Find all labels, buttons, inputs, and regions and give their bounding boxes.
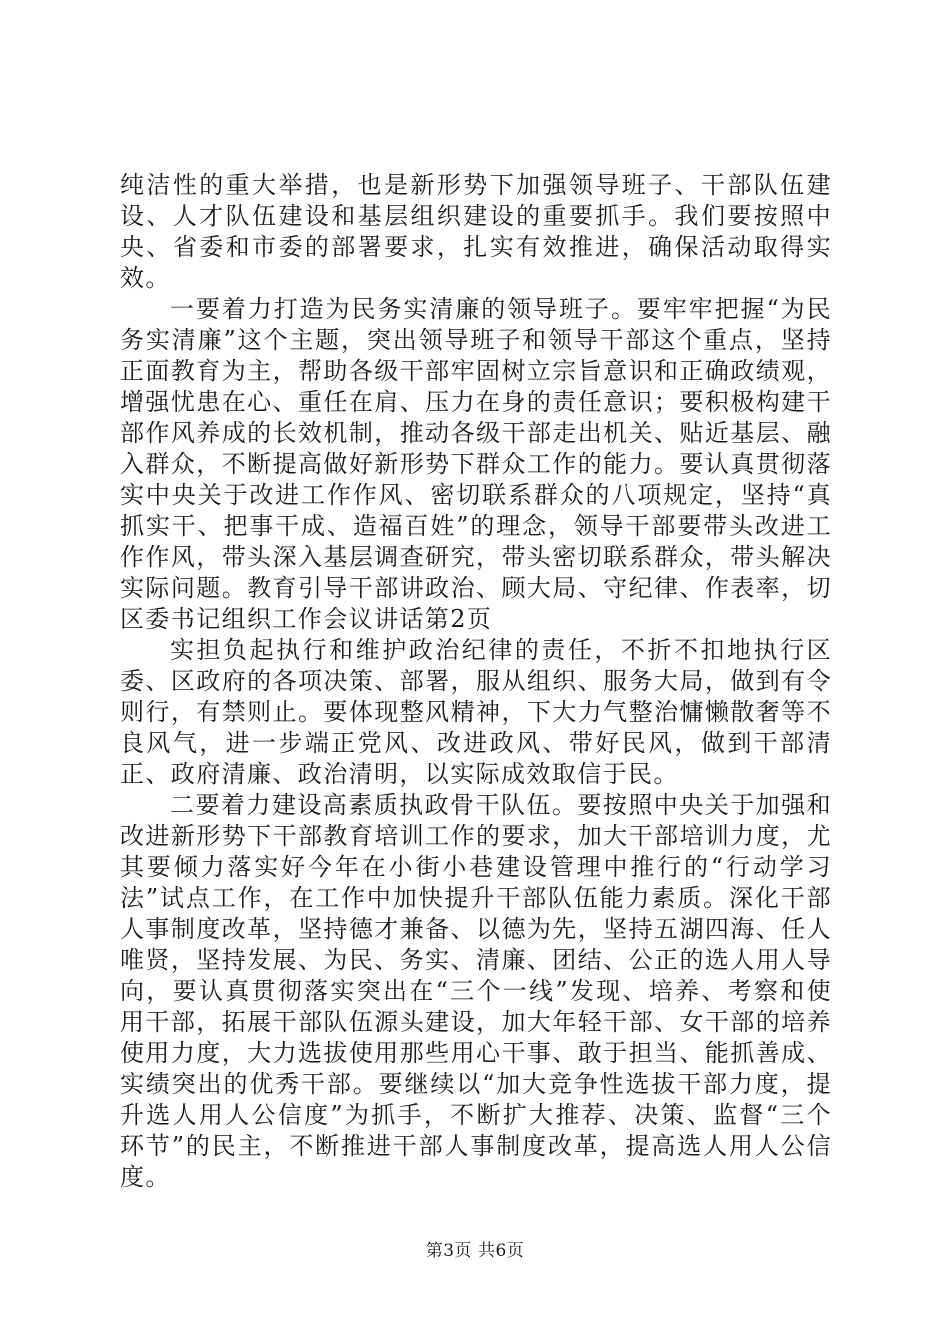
paragraph-cadre-team: 二要着力建设高素质执政骨干队伍。要按照中央关于加强和改进新形势下干部教育培训工作的要求，加大干部培训力度，尤其要倾力落实好今年在小街小巷建设管理中推行的“行动学习法”试点工作，在工作中加快提升干部队伍能力素质。深化干部人事制度改革，坚持德才兼备、以德为先，坚持五湖四海、任人唯贤，坚持发展、为民、务实、清廉、团结、公正的选人用人导向，要认真贯彻落实突出在“三个一线”发现、培养、考察和使用干部，拓展干部队伍源头建设，加大年轻干部、女干部的培养使用力度，大力选拔使用那些用心干事、敢于担当、能抓善成、实绩突出的优秀干部。要继续以“加大竞争性选拔干部力度，提升选人用人公信度”为抓手，不断扩大推荐、决策、监督“三个环节”的民主，不断推进干部人事制度改革，提高选人用人公信度。 (120, 791, 832, 1191)
paragraph-leadership-team: 一要着力打造为民务实清廉的领导班子。要牢牢把握“为民务实清廉”这个主题，突出领导班子和领导干部这个重点，坚持正面教育为主，帮助各级干部牢固树立宗旨意识和正确政绩观，增强忧患在心、重任在肩、压力在身的责任意识；要积极构建干部作风养成的长效机制，推动各级干部走出机关、贴近基层、融入群众，不断提高做好新形势下群众工作的能力。要认真贯彻落实中央关于改进工作作风、密切联系群众的八项规定，坚持“真抓实干、把事干成、造福百姓”的理念，领导干部要带头改进工作作风，带头深入基层调查研究，带头密切联系群众，带头解决实际问题。教育引导干部讲政治、顾大局、守纪律、作表率，切区委书记组织工作会议讲话第2页 (120, 295, 832, 633)
paragraph-continuation: 纯洁性的重大举措，也是新形势下加强领导班子、干部队伍建设、人才队伍建设和基层组织建设的重要抓手。我们要按照中央、省委和市委的部署要求，扎实有效推进，确保活动取得实效。 (120, 171, 832, 292)
paragraph-political-discipline: 实担负起执行和维护政治纪律的责任，不折不扣地执行区委、区政府的各项决策、部署，服从组织、服务大局，做到有令则行，有禁则止。要体现整风精神，下大力气整治慵懒散奢等不良风气，进一步端正党风、改进政风、带好民风，做到干部清正、政府清廉、政治清明，以实际成效取信于民。 (120, 636, 832, 788)
page-number-footer: 第3页 共6页 (425, 1241, 525, 1261)
document-body (120, 170, 832, 1193)
